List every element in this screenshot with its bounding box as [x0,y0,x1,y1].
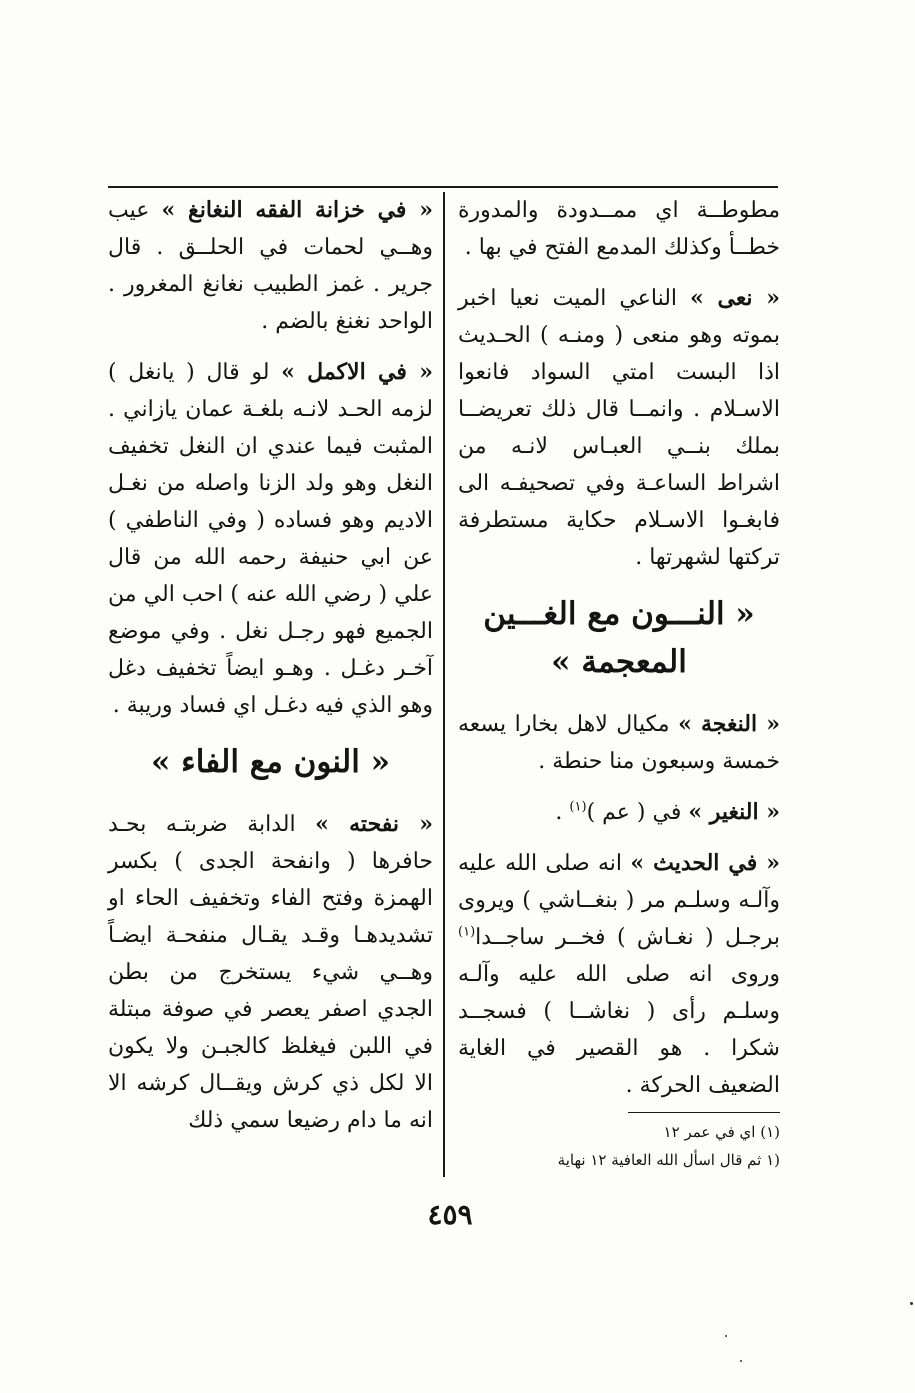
footnote: (١ ثم قال اسأل الله العافية ١٢ نهاية [557,1151,780,1169]
section-heading: « النـــون مع الغـــين المعجمة » [483,596,755,680]
entry-nafhah: « نفحته » الدابة ضربتـه بحـد حافرها ( وانفحة الجدى ) بكسر الهمزة وفتح الفاء وتخفيف الحاء او تشديدهـا وقـد يقـال منفحـة ايضـاً وهــي شيء يستخرج من بطن الجدي اصفر يعصر في صوفة مبتلة في اللبن فيغلظ كالجبـن ولا يكون الا لكل ذي كرش ويقــال كرشه الا انه ما دام رضيعا سمي ذلك [108,811,433,1133]
entry-naghanigh: « في خزانة الفقه النغانغ » عيب وهــي لحمات في الحلــق . قال جرير . غمز الطبيب نغانغ المغرور . الواحد نغنغ بالضم . [108,197,433,334]
entry-heading: « في الاكمل » [281,359,433,385]
header-rule [108,186,778,188]
entry-heading: « النغير » [688,799,780,825]
entry-heading: « النغجة » [678,711,780,737]
right-column [458,192,780,1118]
entry-nughayr: « النغير » في ( عم )$^{(١)}$ . [555,799,780,825]
scan-speck [725,1335,727,1337]
entry-naghl: « في الاكمل » لو قال ( يانغل ) لزمه الحـد لانـه بلغـة عمان يازاني . المثبت فيما عندي ان النغل تخفيف النغل وهو ولد الزنا واصله من نغـل الاديم وهو فساده ( وفي الناطفي ) عن ابي حنيفة رحمه الله من قال علي ( رضي الله عنه ) احب الي من الجميع فهو رجـل نغل . وفي موضع آخـر دغـل . وهـو ايضاً تخفيف دغل وهو الذي فيه دغـل اي فساد وريبة . [108,359,433,718]
entry-heading: « في الحديث » [630,850,780,876]
column-divider [443,192,445,1177]
entry-heading: « في خزانة الفقه النغانغ » [161,197,433,223]
footnote-rule [628,1112,780,1113]
entry-heading: « نعى » [690,285,780,311]
section-heading: « النون مع الفاء » [151,744,390,780]
scan-speck [740,1360,742,1362]
left-column [108,192,433,1153]
page-number: ٤٥٩ [427,1198,473,1231]
footnote-ref: (١) [569,799,587,815]
entry-nai: « نعى » الناعي الميت نعيا اخبر بموته وهو منعى ( ومنـه ) الحـديث اذا البست امتي السواد فانعوا الاسـلام . وانمــا قال ذلك تعريضــا بملك بنــي العبـاس لانـه من اشراط الساعـة وفي تصحيفـه الى فابغـوا الاسـلام حكاية مستطرفة تركتها لشهرتها . [458,285,780,570]
entry-nughja: « النغجة » مكيال لاهل بخارا يسعه خمسة وسبعون منا حنطة . [458,711,780,774]
scan-speck [910,1302,913,1305]
footnote: (١) اي في عمر ١٢ [663,1123,780,1141]
footnotes [470,1118,780,1174]
footnote-ref: (١) [458,924,476,940]
entry-heading: « نفحته » [315,811,433,837]
paragraph: مطوطــة اي ممــدودة والمدورة خطــأ وكذلك المدمع الفتح في بها . [458,198,780,260]
entry-hadith: « في الحديث » انه صلى الله عليه وآلـه وسلـم مر ( بنغــاشي ) ويروى برجـل ( نغـاش ) فخــر ساجــدا$^{(١)}$ وروى انه صلى الله عليه وآلـه وسلـم رأى ( نغاشــا ) فسجــد شكرا . هو القصير في الغاية الضعيف الحركة . [458,850,780,1098]
